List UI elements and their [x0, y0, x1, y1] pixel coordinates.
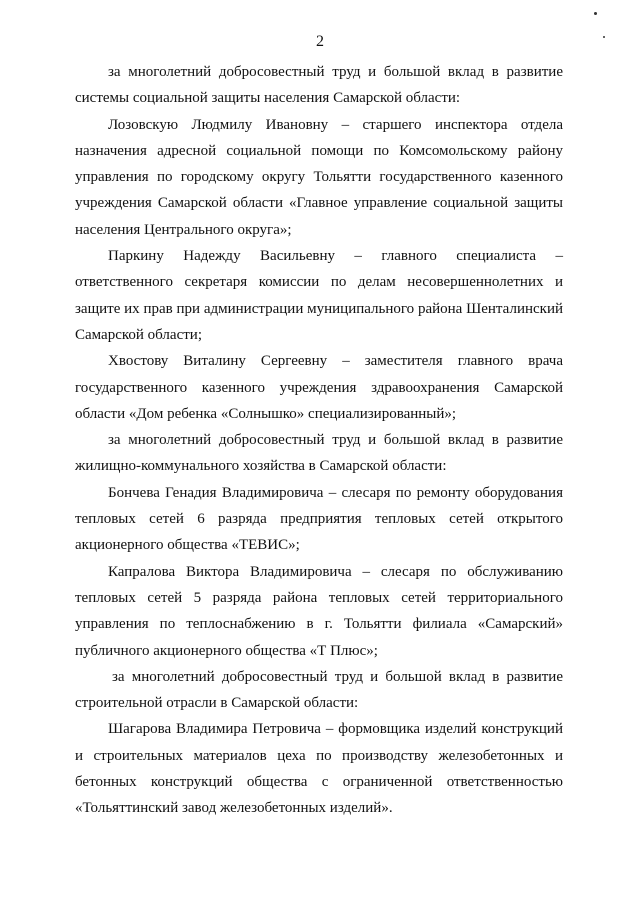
awardee-paragraph: Лозовскую Людмилу Ивановну – старшего инспектора отдела назначения адресной социальной помощи по Комсомольскому району управления по городскому округу Тольятти государственного казенного учреждения Самарской области «Главное управление социальной защиты населения Центрального округа»; [75, 116, 563, 238]
scan-speck [594, 12, 597, 15]
awardee-paragraph: Хвостову Виталину Сергеевну – заместителя главного врача государственного казенного учреждения здравоохранения Самарской области «Дом ребенка «Солнышко» специализированный»; [75, 353, 563, 422]
awardee-paragraph: Паркину Надежду Васильевну – главного специалиста – ответственного секретаря комиссии по делам несовершеннолетних и защите их прав при администрации муниципального района Шенталинский Самарской области; [75, 248, 563, 343]
awardee-paragraph: Шагарова Владимира Петровича – формовщика изделий конструкций и строительных материалов цеха по производству железобетонных и бетонных конструкций общества с ограниченной ответственностью «Тольяттинский завод железобетонных изделий». [75, 721, 563, 817]
page-number: 2 [316, 33, 324, 50]
category-heading-housing-utilities: за многолетний добросовестный труд и большой вклад в развитие жилищно-коммунального хозяйства в Самарской области: [75, 432, 563, 475]
document-body [75, 59, 563, 822]
category-heading-construction: за многолетний добросовестный труд и большой вклад в развитие строительной отрасли в Самарской области: [75, 668, 563, 712]
category-heading-social-protection: за многолетний добросовестный труд и большой вклад в развитие системы социальной защиты населения Самарской области: [75, 64, 563, 107]
awardee-paragraph: Бончева Генадия Владимировича – слесаря по ремонту оборудования тепловых сетей 6 разряда предприятия тепловых сетей открытого акционерного общества «ТЕВИС»; [75, 484, 563, 554]
awardee-paragraph: Капралова Виктора Владимировича – слесаря по обслуживанию тепловых сетей 5 разряда района тепловых сетей территориального управления по теплоснабжению в г. Тольятти филиала «Самарский» публичного акционерного общества «Т Плюс»; [75, 563, 563, 659]
